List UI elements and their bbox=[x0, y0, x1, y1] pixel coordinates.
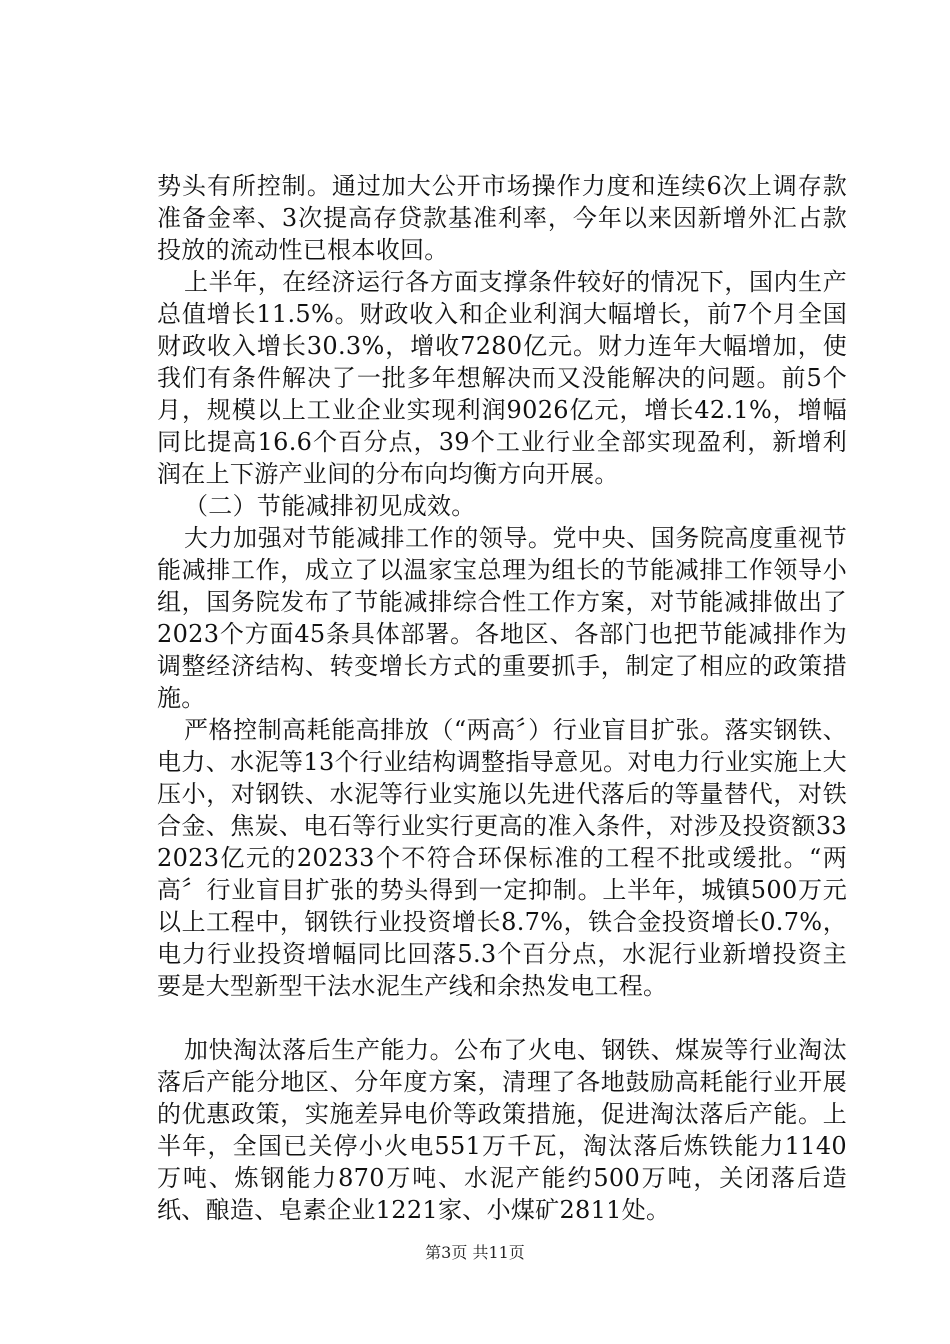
page-footer: 第3页 共11页 bbox=[425, 1243, 525, 1262]
document-body bbox=[157, 170, 847, 1226]
paragraph-first-half-growth: 上半年，在经济运行各方面支撑条件较好的情况下，国内生产总值增长11.5%。财政收入和企业利润大幅增长，前7个月全国财政收入增长30.3%，增收7280亿元。财力连年大幅增加，使我们有条件解决了一批多年想解决而又没能解决的问题。前5个月，规模以上工业企业实现利润9026亿元，增长42.1%，增幅同比提高16.6个百分点，39个工业行业全部实现盈利，新增利润在上下游产业间的分布向均衡方向开展。 bbox=[157, 268, 847, 488]
paragraph-control-two-high: 严格控制高耗能高排放（“两高〞）行业盲目扩张。落实钢铁、电力、水泥等13个行业结构调整指导意见。对电力行业实施上大压小，对钢铁、水泥等行业实施以先进代落后的等量替代，对铁合金、焦炭、电石等行业实行更高的准入条件，对涉及投资额332023亿元的20233个不符合环保标准的工程不批或缓批。“两高〞行业盲目扩张的势头得到一定抑制。上半年，城镇500万元以上工程中，钢铁行业投资增长8.7%，铁合金投资增长0.7%，电力行业投资增幅同比回落5.3个百分点，水泥行业新增投资主要是大型新型干法水泥生产线和余热发电工程。 bbox=[157, 716, 847, 1000]
section-heading-energy-saving: （二）节能减排初见成效。 bbox=[184, 492, 476, 520]
paragraph-liquidity-control: 势头有所控制。通过加大公开市场操作力度和连续6次上调存款准备金率、3次提高存贷款基准利率，今年以来因新增外汇占款投放的流动性已根本收回。 bbox=[157, 172, 847, 264]
paragraph-eliminate-backward-capacity: 加快淘汰落后生产能力。公布了火电、钢铁、煤炭等行业淘汰落后产能分地区、分年度方案，清理了各地鼓励高耗能行业开展的优惠政策，实施差异电价等政策措施，促进淘汰落后产能。上半年，全国已关停小火电551万千瓦，淘汰落后炼铁能力1140万吨、炼钢能力870万吨、水泥产能约500万吨，关闭落后造纸、酿造、皂素企业1221家、小煤矿2811处。 bbox=[157, 1036, 847, 1224]
paragraph-leadership: 大力加强对节能减排工作的领导。党中央、国务院高度重视节能减排工作，成立了以温家宝总理为组长的节能减排工作领导小组，国务院发布了节能减排综合性工作方案，对节能减排做出了2023个方面45条具体部署。各地区、各部门也把节能减排作为调整经济结构、转变增长方式的重要抓手，制定了相应的政策措施。 bbox=[157, 524, 847, 712]
